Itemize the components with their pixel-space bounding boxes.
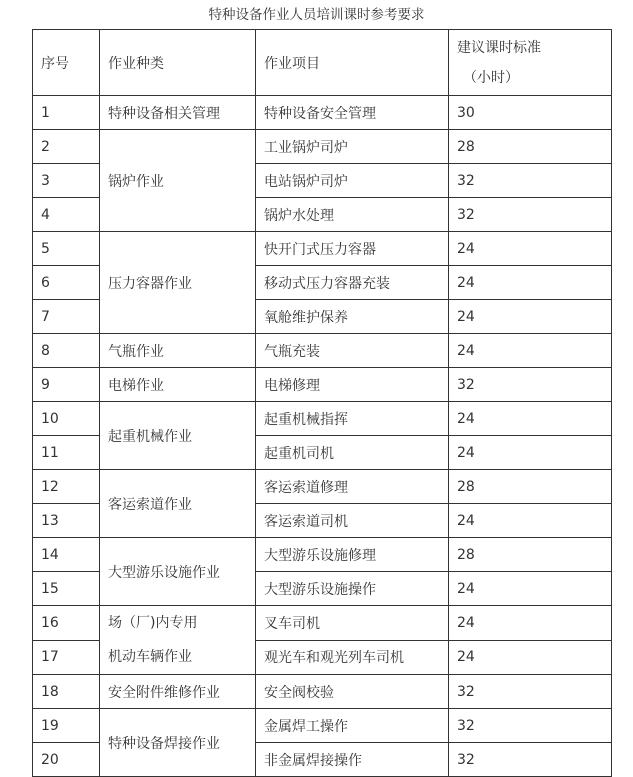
item-cell: 锅炉水处理 [256,198,449,232]
category-cell: 压力容器作业 [100,232,256,334]
hours-cell: 24 [449,572,612,606]
category-cell: 电梯作业 [100,368,256,402]
table-row [33,232,612,266]
row-num: 15 [33,572,100,606]
item-cell: 客运索道修理 [256,470,449,504]
category-cell: 气瓶作业 [100,334,256,368]
header-row [33,30,612,96]
row-num: 19 [33,709,100,743]
hours-cell: 24 [449,606,612,641]
row-num: 14 [33,538,100,572]
row-num: 7 [33,300,100,334]
category-cell [100,606,256,675]
row-num: 5 [33,232,100,266]
table-row [33,470,612,504]
hours-cell: 28 [449,538,612,572]
category-cell: 特种设备焊接作业 [100,709,256,777]
row-num: 4 [33,198,100,232]
hours-cell: 32 [449,675,612,709]
item-cell: 电站锅炉司炉 [256,164,449,198]
hours-cell: 32 [449,164,612,198]
hours-cell: 32 [449,709,612,743]
item-cell: 氧舱维护保养 [256,300,449,334]
row-num: 17 [33,640,100,675]
item-cell: 观光车和观光列车司机 [256,640,449,675]
table-row [33,606,612,641]
row-num: 20 [33,743,100,777]
item-cell: 特种设备安全管理 [256,96,449,130]
row-num: 8 [33,334,100,368]
category-cell: 起重机械作业 [100,402,256,470]
hours-cell: 24 [449,266,612,300]
header-item: 作业项目 [256,30,449,96]
item-cell: 金属焊工操作 [256,709,449,743]
row-num: 3 [33,164,100,198]
hours-cell: 24 [449,300,612,334]
hours-cell: 32 [449,743,612,777]
category-cell: 客运索道作业 [100,470,256,538]
table-row [33,709,612,743]
hours-cell: 24 [449,436,612,470]
header-num: 序号 [33,30,100,96]
header-category: 作业种类 [100,30,256,96]
item-cell: 客运索道司机 [256,504,449,538]
row-num: 11 [33,436,100,470]
hours-cell: 24 [449,232,612,266]
item-cell: 气瓶充装 [256,334,449,368]
category-line2: 机动车辆作业 [108,649,192,665]
header-hours-line1: 建议课时标准 [457,39,541,56]
table-row [33,675,612,709]
hours-cell: 28 [449,130,612,164]
table-row [33,538,612,572]
hours-cell: 32 [449,198,612,232]
category-line1: 场（厂)内专用 [108,615,198,631]
item-cell: 非金属焊接操作 [256,743,449,777]
hours-cell: 28 [449,470,612,504]
hours-cell: 30 [449,96,612,130]
table-row [33,368,612,402]
table-title: 特种设备作业人员培训课时参考要求 [208,7,425,23]
row-num: 2 [33,130,100,164]
item-cell: 安全阀校验 [256,675,449,709]
row-num: 6 [33,266,100,300]
item-cell: 快开门式压力容器 [256,232,449,266]
header-hours [449,30,612,96]
hours-cell: 24 [449,640,612,675]
table-row [33,130,612,164]
table-row [33,96,612,130]
category-cell: 锅炉作业 [100,130,256,232]
hours-cell: 24 [449,334,612,368]
item-cell: 移动式压力容器充装 [256,266,449,300]
training-hours-table [32,29,612,777]
item-cell: 大型游乐设施操作 [256,572,449,606]
table-row [33,402,612,436]
category-cell: 安全附件维修作业 [100,675,256,709]
row-num: 13 [33,504,100,538]
row-num: 16 [33,606,100,641]
item-cell: 工业锅炉司炉 [256,130,449,164]
row-num: 10 [33,402,100,436]
hours-cell: 32 [449,368,612,402]
table-row [33,334,612,368]
hours-cell: 24 [449,504,612,538]
row-num: 9 [33,368,100,402]
row-num: 1 [33,96,100,130]
hours-cell: 24 [449,402,612,436]
category-cell: 大型游乐设施作业 [100,538,256,606]
item-cell: 叉车司机 [256,606,449,641]
item-cell: 起重机司机 [256,436,449,470]
item-cell: 大型游乐设施修理 [256,538,449,572]
category-cell: 特种设备相关管理 [100,96,256,130]
row-num: 12 [33,470,100,504]
header-hours-line2: （小时） [463,69,519,86]
row-num: 18 [33,675,100,709]
item-cell: 起重机械指挥 [256,402,449,436]
item-cell: 电梯修理 [256,368,449,402]
